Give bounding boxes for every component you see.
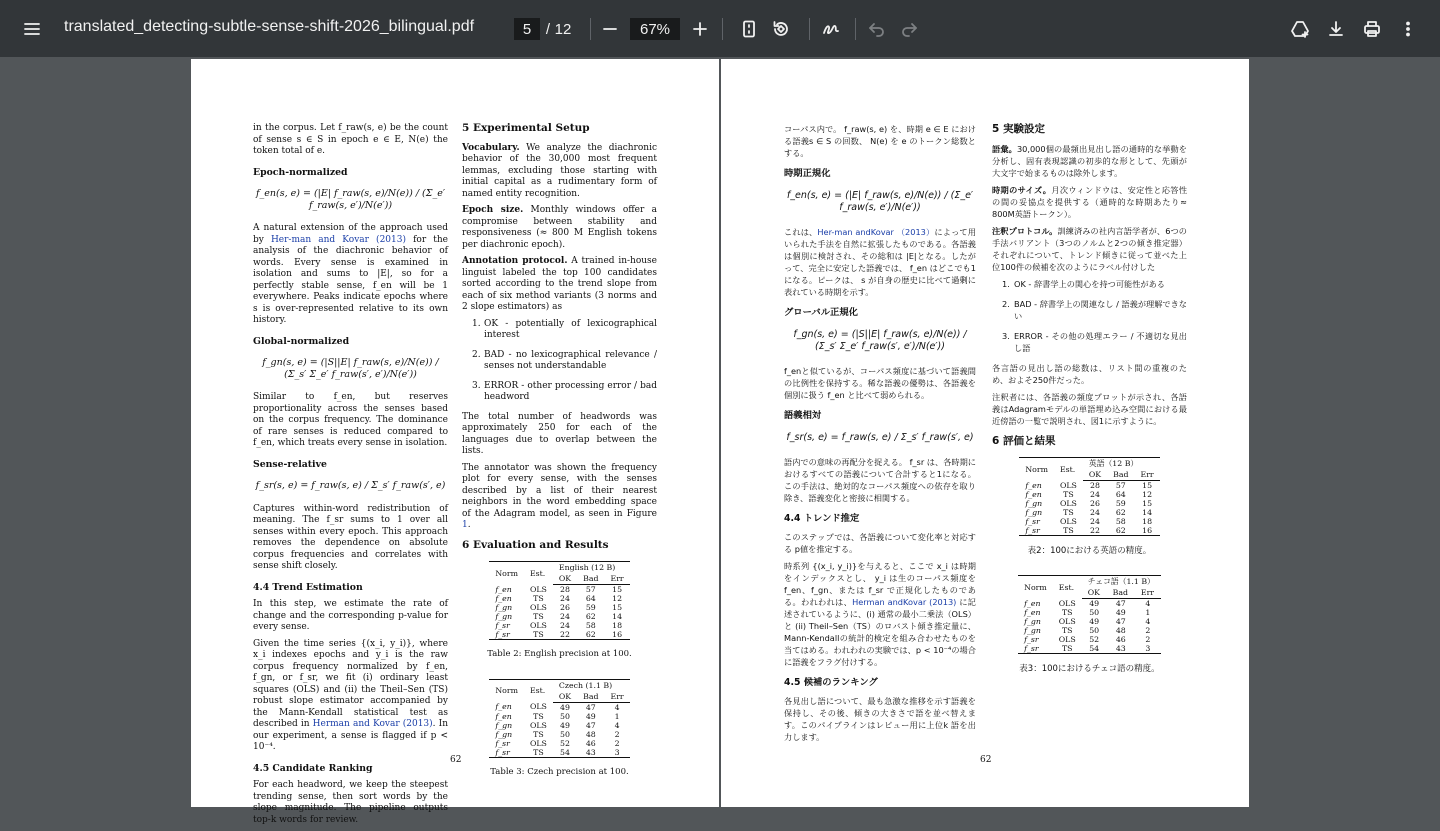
table-cell: f_sr [495, 621, 510, 630]
table-caption: 表2：100における英語の精度。 [1027, 546, 1152, 556]
paragraph: in the corpus. Let f_raw(s, e) be the count of sense s ∈ S in epoch e ∈ E, N(e) the token total of e. [253, 123, 448, 156]
citation-link[interactable]: Her-man andKovar （2013） [817, 227, 935, 237]
page-number-input[interactable]: 5 [514, 18, 540, 40]
annotation-pen-icon[interactable] [815, 13, 847, 45]
table-cell: 4 [614, 720, 620, 730]
table-row [1019, 517, 1159, 526]
table-cell: f_gn [495, 603, 513, 612]
table-cell: 24 [560, 621, 570, 630]
table-cell: 2 [1145, 635, 1151, 644]
table-cell: f_gn [1025, 499, 1043, 508]
save-to-drive-icon[interactable] [1284, 13, 1316, 45]
section-heading: 4.4 Trend Estimation [253, 581, 363, 593]
table-cell: 1 [614, 711, 620, 721]
table-cell: OLS [529, 603, 547, 612]
table-cell: 62 [585, 612, 596, 621]
table-cell: 50 [560, 711, 570, 721]
paragraph: 語彙。30,000個の最頻出見出し語の通時的な挙動を分析し、固有表現認識の初歩的な形として、先頭が大文字で始まるものは除外します。 [992, 144, 1187, 178]
table-cell: TS [1063, 508, 1074, 517]
right-column-1 [784, 123, 976, 748]
table-cell: 47 [1115, 599, 1126, 608]
table-cell: 1 [1145, 608, 1151, 617]
table-cell: 49 [1089, 617, 1100, 626]
table-cell: f_sr [495, 738, 510, 748]
table-row [1018, 608, 1161, 617]
english-results-table: Norm Est. English (12 B) OK Bad Err f_en OLS 28 57 15 f_en TS 24 64 12 f_gn OLS 26 59 15 f_gn TS 24 62 14 f_sr OLS 24 58 18 f_sr TS 22 62 16 [489, 561, 629, 640]
table-cell: 48 [1115, 626, 1126, 635]
paragraph: このステップでは、各語義について変化率と対応する p値を推定する。 [784, 532, 976, 554]
table-cell: 14 [612, 612, 623, 621]
paragraph: 各見出し語について、最も急激な推移を示す語義を保持し、その後、傾きの大きさで語を並べ替えます。このパイプラインはレビュー用に上位k 語を出力します。 [784, 696, 976, 742]
table-cell: 62 [577, 630, 604, 640]
page-separator: / [545, 20, 551, 38]
table-cell: f_sr [489, 748, 524, 758]
page-number: 62 [980, 755, 992, 765]
table-cell: OLS [1059, 517, 1077, 526]
table-cell: 43 [1107, 644, 1135, 654]
table-cell: 15 [1142, 481, 1153, 490]
toolbar-divider [855, 18, 856, 40]
heading: Global-normalized [253, 335, 350, 347]
table-cell: 47 [1115, 617, 1126, 626]
download-icon[interactable] [1320, 13, 1352, 45]
table-row [489, 739, 629, 748]
table-cell: 18 [612, 621, 623, 630]
table-cell: 64 [1115, 490, 1126, 499]
paragraph: The total number of headwords was approximately 250 for each of the languages due to overlap between the lists. [462, 411, 657, 456]
table-cell: 47 [585, 702, 596, 712]
table-cell: 58 [1115, 517, 1126, 526]
table-cell: 59 [1115, 499, 1126, 508]
citation-link[interactable]: Herman andKovar (2013) [852, 597, 957, 607]
table-cell: 26 [1090, 499, 1100, 508]
section-heading: 6 評価と結果 [992, 435, 1056, 447]
paragraph: In this step, we estimate the rate of change and the corresponding p-value for every sense. [253, 599, 448, 632]
table-row [489, 721, 629, 730]
table-cell: f_gn [1025, 508, 1043, 517]
table-cell: 24 [560, 612, 570, 621]
table-cell: 4 [1145, 617, 1151, 626]
table-cell: OLS [1059, 499, 1077, 508]
equation: f_sr(s, e) = f_raw(s, e) / Σ_s′ f_raw(s′, e) [786, 432, 974, 443]
table-row [489, 748, 629, 758]
table-cell: f_gn [495, 720, 513, 730]
table-cell: 46 [1115, 635, 1126, 644]
section-heading: 6 Evaluation and Results [462, 538, 609, 551]
table-cell: 16 [1135, 526, 1160, 536]
table-row [1019, 508, 1159, 517]
table-row [1018, 644, 1161, 654]
table-cell: OLS [1059, 480, 1077, 490]
zoom-in-icon[interactable] [684, 13, 716, 45]
paragraph: Epoch size. Monthly windows offer a compromise between stability and responsiveness (≈ 800 M English tokens per diachronic epoch). [462, 205, 657, 250]
table-cell: f_en [495, 594, 512, 603]
table-cell: 28 [1090, 481, 1100, 490]
right-column-2 [992, 123, 1187, 693]
table-cell: f_sr [489, 630, 524, 640]
table-cell: f_sr [1019, 526, 1054, 536]
list-item: 3. ERROR - other processing error / bad headword [472, 380, 657, 402]
table-cell: f_gn [495, 612, 513, 621]
table-cell: 4 [614, 702, 620, 712]
undo-icon[interactable] [861, 13, 893, 45]
table-cell: TS [1053, 644, 1082, 654]
table-cell: 15 [1142, 499, 1153, 508]
pdf-page-right [721, 59, 1249, 807]
rotate-icon[interactable] [765, 13, 797, 45]
zoom-out-icon[interactable] [594, 13, 626, 45]
paragraph: The annotator was shown the frequency plot for every sense, with the senses described by a list of their nearest neighbors in the word embedding space of the Adagram model, as seen in Figure 1. [462, 462, 657, 530]
paragraph: Captures within-word redistribution of meaning. The f_sr sums to 1 over all senses within every epoch. This approach removes the dependence on absolute corpus frequencies and correlates with sense shift closely. [253, 503, 448, 571]
zoom-level[interactable]: 67% [630, 18, 680, 40]
section-heading: 5 Experimental Setup [462, 122, 590, 134]
heading: Sense-relative [253, 458, 327, 470]
table-cell: f_sr [1024, 635, 1039, 644]
list-item: 1. OK - 辞書学上の関心を持つ可能性がある [1002, 279, 1165, 289]
table-cell: f_en [495, 584, 512, 594]
table-cell: 49 [560, 720, 570, 730]
table-cell: 4 [1145, 599, 1151, 608]
paragraph: 時系列 {(x_i, y_i)}を与えると、ここで x_i は時期をインデックスとし、 y_i は生のコーパス頻度を f_en、f_gn、または f_sr で正規化したものである。われわれは、Herman andKovar (2013) に記述されているように、(i) 通常の最小二乗法（OLS）と (ii) Theil–Sen（TS）のロバスト傾き推定量に、Mann-Kendallの統計的検定を組み合わせたものを当てはめる。われわれの実験では、p < 10⁻⁴の場合に語義をフラグ付けする。 [784, 561, 976, 667]
paragraph: 各言語の見出し語の総数は、リスト間の重複のため、およそ250件だった。 [992, 363, 1187, 385]
paragraph: A natural extension of the approach used by Her-man and Kovar (2013) for the analysis of the diachronic behavior of words. Every sense is examined in isolation and sums to |E|, so for a perfectly stable sense, f_en will be 1 everywhere. Peaks indicate epochs where s is over-represented relative to its own history. [253, 223, 448, 325]
table-cell: f_en [1025, 480, 1042, 490]
more-vertical-icon[interactable] [1392, 13, 1424, 45]
equation: f_sr(s, e) = f_raw(s, e) / Σ_s′ f_raw(s′, e) [255, 480, 446, 491]
table-caption: Table 2: English precision at 100. [487, 649, 632, 659]
table-caption: 表3：100におけるチェコ語の精度。 [1019, 664, 1160, 674]
table-cell: 48 [585, 729, 596, 739]
pdf-page-left [191, 59, 719, 825]
table-cell: TS [1054, 526, 1083, 536]
equation: f_gn(s, e) = (|S||E| f_raw(s, e)/N(e)) / (Σ_s′ Σ_e′ f_raw(s′, e′)/N(e′)) [793, 329, 967, 352]
table-cell: 18 [1142, 517, 1153, 526]
page-number: 62 [450, 755, 462, 765]
pdf-toolbar [0, 0, 1440, 57]
table-cell: 50 [1089, 626, 1100, 635]
table-cell: 24 [1090, 490, 1100, 499]
table-cell: 28 [560, 585, 570, 594]
table-cell: TS [524, 748, 553, 758]
paragraph: Annotation protocol. A trained in-house linguist labeled the top 100 candidates sorted according to the trend slope from each of six method variants (3 norms and 2 slope estimators) as [462, 256, 657, 312]
section-heading: 4.5 Candidate Ranking [253, 762, 373, 774]
table-cell: 49 [1115, 608, 1126, 617]
table-cell: f_en [1025, 490, 1042, 499]
table-row [489, 603, 629, 612]
heading: 時期正規化 [784, 168, 831, 179]
paragraph: コーパス内で。 f_raw(s, e) を、時期 e ∈ E における語義s ∈ S の回数、 N(e) を e のトークン総数とする。 [784, 124, 976, 158]
table-row [489, 621, 629, 630]
fit-to-page-icon[interactable] [733, 13, 765, 45]
table-cell: 22 [1083, 526, 1107, 536]
table-cell: 54 [1082, 644, 1107, 654]
heading: Epoch-normalized [253, 166, 348, 178]
table-cell: 16 [605, 630, 630, 640]
section-heading: 5 実験設定 [992, 123, 1045, 135]
czech-results-table: Norm Est. Czech (1.1 B) OK Bad Err f_en OLS 49 47 4 f_en TS 50 49 1 f_gn OLS 49 47 4 f_gn TS 50 48 2 f_sr OLS 52 46 2 f_sr TS 54 43 3 [489, 679, 629, 758]
paragraph: Vocabulary. We analyze the diachronic behavior of the 30,000 most frequent lemmas, excluding those starting with initial capital as a rudimentary form of named entity recognition. [462, 142, 657, 199]
table-cell: f_en [495, 702, 512, 712]
paragraph: For each headword, we keep the steepest trending sense, then sort words by the slope magnitude. The pipeline outputs top-k words for review. [253, 780, 448, 825]
table-row [489, 730, 629, 739]
table-cell: TS [1061, 626, 1073, 635]
paragraph: Similar to f_en, but reserves proportionality across the senses based on the corpus frequency. The dominance of rare senses is reduced compared to f_en, which treats every sense in isolation. [253, 392, 448, 448]
table-cell: OLS [529, 621, 547, 630]
table-row [1018, 599, 1161, 609]
table-row [489, 594, 629, 603]
czech-results-table-jp: Norm Est. チェコ語（1.1 B） OK Bad Err f_en OLS 49 47 4 f_en TS 50 49 1 f_gn OLS 49 47 4 f_gn TS 50 48 2 f_sr OLS 52 46 2 f_sr TS 54 43 3 [1018, 575, 1161, 654]
document-viewer[interactable] [0, 57, 1440, 825]
table-row [489, 612, 629, 621]
table-row [1019, 499, 1159, 508]
table-cell: 62 [1115, 508, 1126, 517]
table-cell: TS [533, 729, 544, 739]
table-cell: 50 [560, 729, 570, 739]
paragraph: 語内での意味の再配分を捉える。 f_sr は、各時期におけるすべての語義について合計すると1になる。この手法は、絶対的なコーパス頻度への依存を取り除き、語義変化と密接に相関する。 [784, 457, 976, 503]
paragraph: 注釈プロトコル。訓練済みの社内言語学者が、6つの手法バリアント（3つのノルムと2つの傾き推定器）それぞれについて、トレンド傾きに従って並べた上位100件の候補を次のようにラベル付けした [992, 226, 1187, 272]
table-cell: 52 [560, 738, 570, 748]
paragraph: Given the time series {(x_i, y_i)}, where x_i indexes epochs and y_i is the raw corpus frequency normalized by f_en, f_gn, or f_sr, we fit (i) ordinary least squares (OLS) and (ii) the Theil–Sen (TS) robust slope estimator accompanied by the Mann-Kendall statistical test as described in Herman and Kovar (2013). In our experiment, a sense is flagged if p < 10⁻⁴. [253, 638, 448, 752]
table-row [1018, 617, 1161, 626]
table-row [1019, 490, 1159, 499]
table-cell: 57 [585, 585, 596, 594]
table-cell: 59 [585, 603, 596, 612]
table-cell: 2 [1145, 626, 1151, 635]
figure-link[interactable]: 1 [462, 520, 468, 530]
table-cell: f_sr [1025, 517, 1040, 526]
table-caption: Table 3: Czech precision at 100. [490, 766, 629, 777]
table-row [489, 702, 629, 712]
table-row [489, 712, 629, 721]
table-cell: 43 [577, 748, 604, 758]
table-cell: TS [533, 594, 544, 603]
table-cell: 26 [560, 603, 570, 612]
table-cell: 2 [614, 738, 620, 748]
table-cell: OLS [529, 702, 547, 712]
table-cell: TS [533, 612, 544, 621]
section-heading: 4.5 候補のランキング [784, 677, 878, 688]
table-row [1018, 635, 1161, 644]
toolbar-divider [809, 18, 810, 40]
redo-icon[interactable] [893, 13, 925, 45]
table-cell: TS [1061, 608, 1073, 617]
table-cell: 54 [553, 748, 577, 758]
list-item: 2. BAD - 辞書学上の関連なし / 語義が理解できない [1002, 299, 1187, 321]
table-cell: 14 [1142, 508, 1153, 517]
left-column-1 [253, 123, 448, 831]
list-item: 2. BAD - no lexicographical relevance / senses not understandable [472, 349, 657, 371]
table-cell: OLS [529, 720, 547, 730]
table-row [489, 630, 629, 640]
table-cell: TS [533, 711, 544, 721]
table-cell: f_gn [495, 729, 513, 739]
print-icon[interactable] [1356, 13, 1388, 45]
equation: f_en(s, e) = (|E| f_raw(s, e)/N(e)) / (Σ_e′ f_raw(s, e′)/N(e′)) [255, 188, 446, 211]
table-cell: OLS [1058, 598, 1076, 608]
table-cell: 47 [585, 720, 596, 730]
table-cell: 15 [612, 585, 623, 594]
table-cell: 22 [553, 630, 577, 640]
table-cell: 3 [605, 748, 630, 758]
table-cell: 58 [585, 621, 596, 630]
list-item: 3. ERROR - その他の処理エラー / 不適切な見出し語 [1002, 331, 1187, 353]
table-cell: TS [1063, 490, 1074, 499]
table-cell: OLS [1058, 617, 1076, 626]
table-cell: f_gn [1024, 617, 1041, 626]
table-row [1018, 626, 1161, 635]
toolbar-divider [590, 18, 591, 40]
table-cell: OLS [1058, 635, 1076, 644]
citation-link[interactable]: Her-man and Kovar (2013) [270, 234, 406, 245]
table-row [1019, 526, 1159, 536]
table-cell: 49 [585, 711, 596, 721]
table-cell: OLS [529, 738, 547, 748]
paragraph: 時期のサイズ。月次ウィンドウは、安定性と応答性の間の妥協点を提供する（通時的な時期あたり≈ 800M英語トークン）。 [992, 185, 1188, 219]
table-cell: 46 [585, 738, 596, 748]
paragraph: f_enと似ているが、コーパス頻度に基づいて語義間の比例性を保持する。稀な語義の優勢は、各語義を個別に扱う f_en と比べて弱められる。 [784, 366, 976, 400]
hamburger-menu-icon[interactable] [16, 13, 48, 45]
left-column-2 [462, 123, 657, 796]
list-item: 1. OK - potentially of lexicographical interest [472, 318, 657, 340]
table-cell: 12 [1142, 490, 1153, 499]
total-pages: 12 [554, 20, 572, 38]
table-cell: 24 [1090, 508, 1100, 517]
table-cell: 52 [1089, 635, 1100, 644]
table-row [489, 585, 629, 595]
table-cell: OLS [529, 584, 547, 594]
table-cell: 2 [614, 729, 620, 739]
table-cell: f_en [495, 711, 512, 721]
table-cell: 64 [585, 594, 596, 603]
english-results-table-jp: Norm Est. 英語（12 B） OK Bad Err f_en OLS 28 57 15 f_en TS 24 64 12 f_gn OLS 26 59 15 f_gn TS 24 62 14 f_sr OLS 24 58 18 f_sr TS 22 62 16 [1019, 457, 1159, 536]
table-cell: f_gn [1024, 626, 1041, 635]
table-cell: 62 [1107, 526, 1134, 536]
table-cell: f_en [1024, 598, 1041, 608]
heading: グローバル正規化 [784, 307, 858, 318]
toolbar-divider [722, 18, 723, 40]
table-cell: TS [524, 630, 553, 640]
equation: f_en(s, e) = (|E| f_raw(s, e)/N(e)) / (Σ_e′ f_raw(s, e′)/N(e′)) [786, 190, 974, 213]
citation-link[interactable]: Herman and Kovar (2013) [312, 719, 433, 729]
table-cell: 50 [1089, 608, 1100, 617]
table-cell: 49 [560, 702, 570, 712]
table-cell: 24 [1090, 517, 1100, 526]
table-cell: 24 [560, 594, 570, 603]
section-heading: 4.4 トレンド推定 [784, 513, 860, 524]
heading: 語義相対 [784, 410, 822, 421]
paragraph: 注釈者には、各語義の頻度プロットが示され、各語義はAdagramモデルの単語埋め込み空間における最近傍語の一覧で説明され、図1に示すように。 [992, 392, 1187, 426]
file-name: translated_detecting-subtle-sense-shift-2026_bilingual.pdf [64, 18, 475, 35]
equation: f_gn(s, e) = (|S||E| f_raw(s, e)/N(e)) / (Σ_s′ Σ_e′ f_raw(s′, e′)/N(e′)) [262, 357, 439, 380]
table-cell: 3 [1135, 644, 1161, 654]
table-cell: 15 [612, 603, 623, 612]
paragraph: これは、Her-man andKovar （2013）によって用いられた手法を自然に拡張したものである。各語義は個別に検討され、その総和は |E|となる。したがって、完全に安定した語義では、 f_en はどこでも1になる。ピークは、 s が自身の歴史に比べて過剰に表れている時期を示す。 [784, 227, 976, 297]
table-cell: f_en [1024, 608, 1041, 617]
table-cell: f_sr [1018, 644, 1053, 654]
table-cell: 12 [612, 594, 623, 603]
table-cell: 57 [1115, 481, 1126, 490]
table-row [1019, 481, 1159, 491]
table-cell: 49 [1089, 599, 1100, 608]
